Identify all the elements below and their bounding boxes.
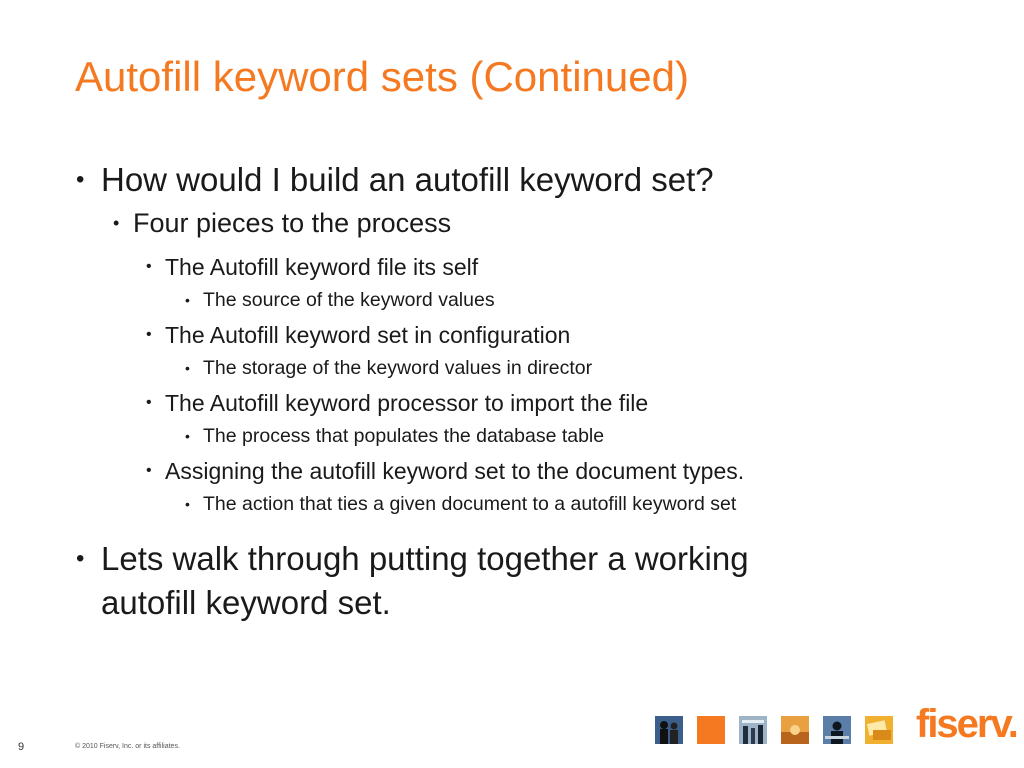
bullet-text: The storage of the keyword values in director [203,357,593,379]
bullet-level1 [76,159,714,201]
bullet-text: The Autofill keyword file its self [165,254,479,280]
bullet-level2 [113,206,452,240]
bullet-dot: • [146,258,152,275]
bullet-level4 [185,424,605,448]
bullet-dot: • [185,428,190,444]
people-photo-icon [655,716,683,744]
bullet-text: How would I build an autofill keyword set? [101,161,714,198]
bullet-text: The Autofill keyword processor to import the file [165,390,649,416]
bullet-text: The source of the keyword values [203,289,495,311]
bullet-dot: • [146,462,152,479]
bullet-level4 [185,356,593,380]
office-photo-icon [739,716,767,744]
bullet-text: The process that populates the database table [203,425,605,447]
bullet-dot: • [76,166,85,193]
orange-square-icon [697,716,725,744]
bullet-level4 [185,288,495,312]
bullet-text: Lets walk through putting together a working [101,540,749,577]
bullet-level3 [146,457,745,485]
bullet-dot: • [185,292,190,308]
documents-photo-icon [865,716,893,744]
bullet-text: The action that ties a given document to a autofill keyword set [203,493,737,515]
bullet-level4 [185,492,737,516]
copyright-text: © 2010 Fiserv, Inc. or its affiliates. [75,743,180,750]
bullet-level1 [76,538,749,580]
bullet-dot: • [185,496,190,512]
fiserv-logo: fiserv. [916,702,1017,746]
sunset-photo-icon [781,716,809,744]
bullet-text: Four pieces to the process [133,208,452,238]
worker-photo-icon [823,716,851,744]
page-number: 9 [18,741,25,753]
bullet-dot: • [146,394,152,411]
bullet-dot: • [113,213,120,233]
bullet-text: Assigning the autofill keyword set to the document types. [165,458,745,484]
slide-title: Autofill keyword sets (Continued) [75,53,689,100]
bullet-text: The Autofill keyword set in configuration [165,322,571,348]
bullet-dot: • [146,326,152,343]
bullet-continuation [101,582,391,624]
bullet-level3 [146,389,649,417]
bullet-dot: • [185,360,190,376]
bullet-level3 [146,253,479,281]
bullet-dot: • [76,545,85,572]
bullet-text: autofill keyword set. [101,584,391,621]
photo-strip [655,716,893,744]
bullet-level3 [146,321,571,349]
